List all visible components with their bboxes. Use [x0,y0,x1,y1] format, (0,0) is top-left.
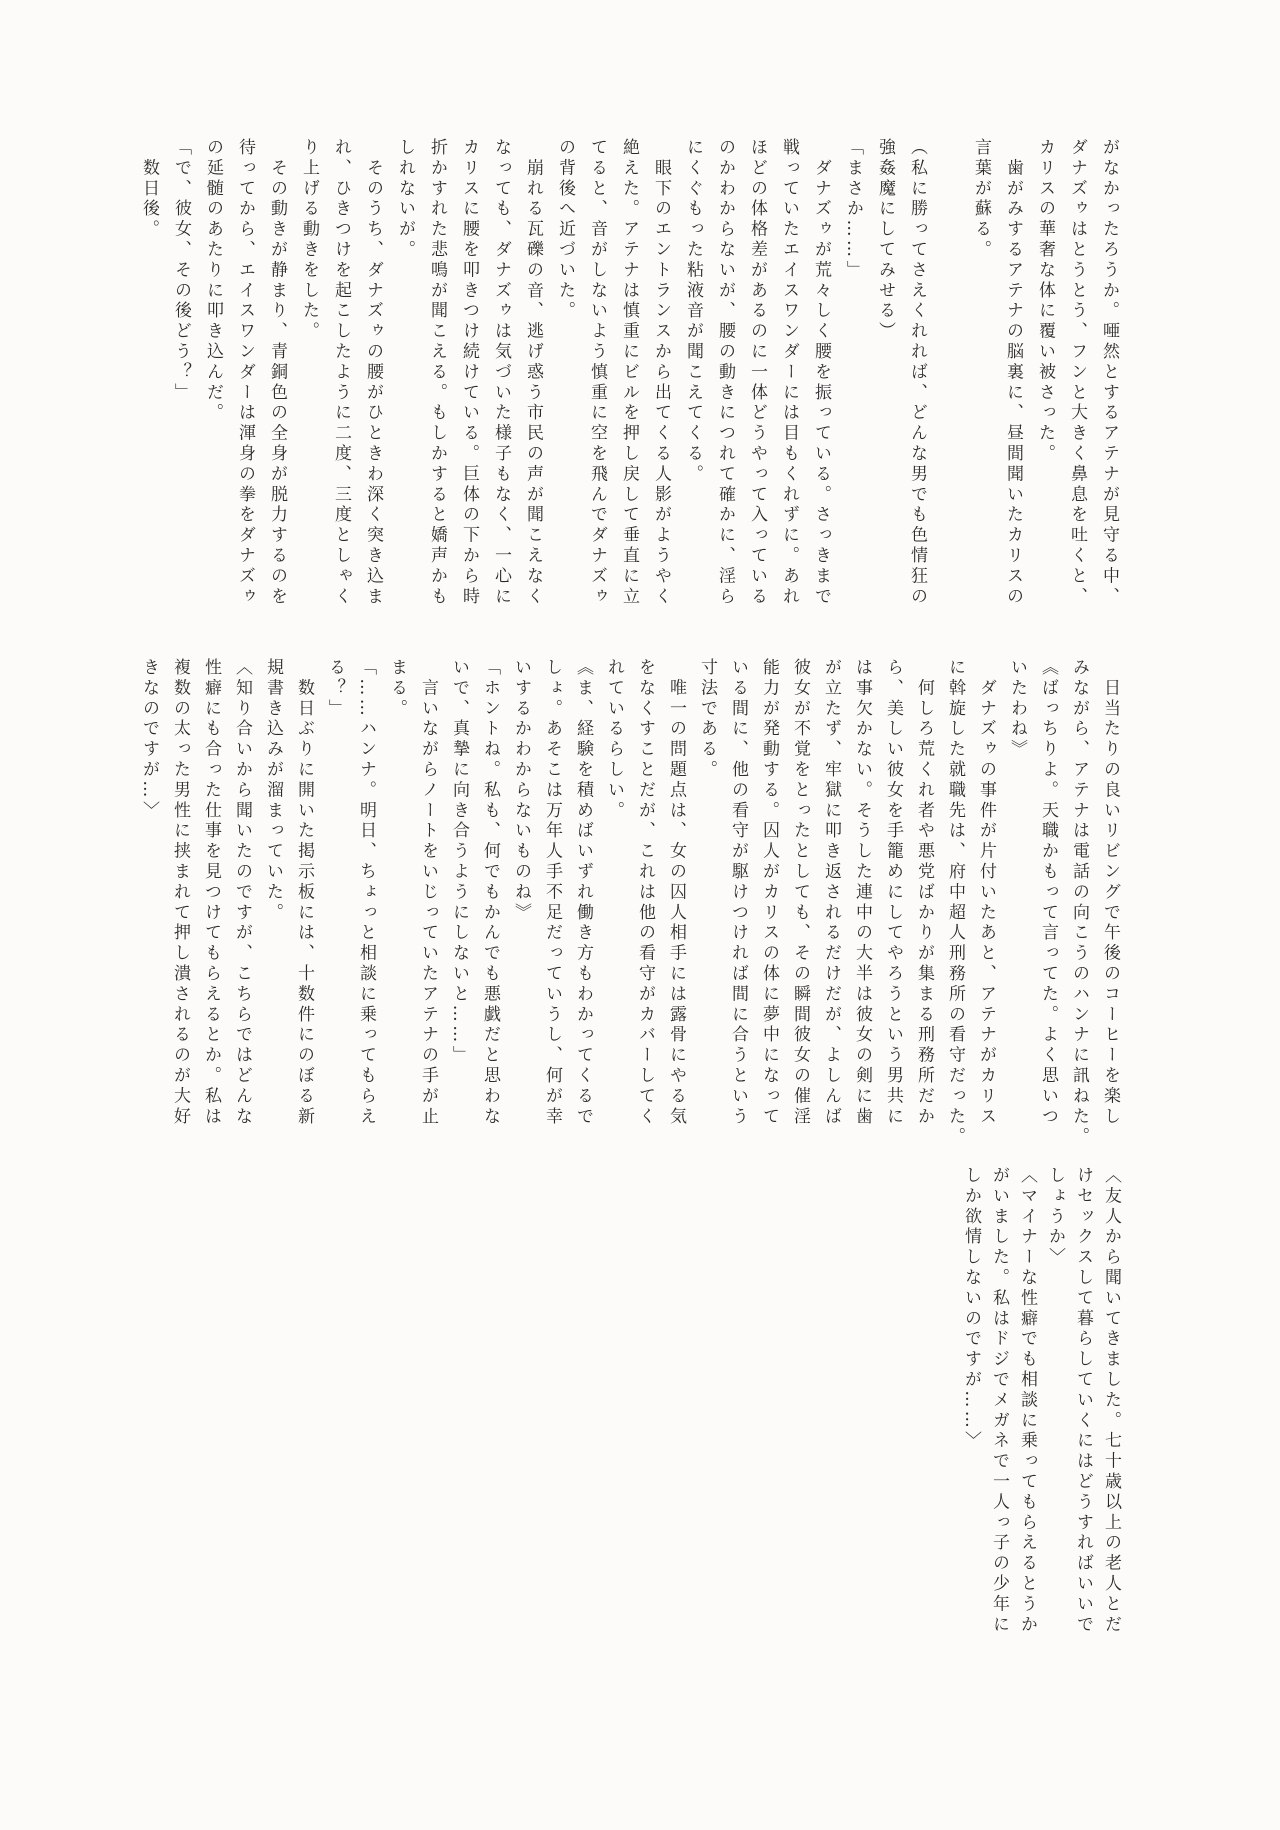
text-column: 「……ハンナ。明日、ちょっと相談に乗ってもらえ [356,658,376,1128]
text-column: ら、美しい彼女を手籠めにしてやろうという男共に [883,658,903,1128]
text-band-bottom [957,1166,1125,1666]
text-column: 複数の太った男性に挟まれて押し潰されるのが大好 [170,658,190,1128]
text-column: 眼下のエントランスから出てくる人影がようやく [651,138,671,608]
text-column: いするかわからないものね》 [511,658,531,924]
text-column: 言葉が蘇る。 [971,138,991,261]
text-column: そのうち、ダナズゥの腰がひときわ深く突き込ま [363,138,383,608]
text-column: 折かすれた悲鳴が聞こえる。もしかすると嬌声かも [427,138,447,608]
text-column: しれないが。 [395,138,415,261]
text-column [933,138,965,643]
text-column: 歯がみするアテナの脳裏に、昼間聞いたカリスの [1003,138,1023,608]
text-column: 言いながらノートをいじっていたアテナの手が止 [418,658,438,1128]
text-column: しか欲情しないのですが……〉 [961,1166,981,1452]
text-column: きなのですが…〉 [139,658,159,822]
text-column: る？」 [325,658,345,720]
text-column: 《ま、経験を積めばいずれ働き方もわかってくるで [573,658,593,1128]
text-column: しょ。あそこは万年人手不足だっていうし、何が幸 [542,658,562,1128]
text-column: がなかったろうか。唖然とするアテナが見守る中、 [1099,138,1119,608]
text-column: の背後へ近づいた。 [555,138,575,322]
text-column: 絶えた。アテナは慎重にビルを押し戻して垂直に立 [619,138,639,608]
text-column: 崩れる瓦礫の音、逃げ惑う市民の声が聞こえなく [523,138,543,608]
text-column: ダナズゥが荒々しく腰を振っている。さっきまで [811,138,831,608]
text-column: 彼女が不覚をとったとしても、その瞬間彼女の催淫 [790,658,810,1128]
text-column: 「で、彼女、その後どう？」 [171,138,191,404]
text-column: れているらしい。 [604,658,624,822]
text-column: に斡旋した就職先は、府中超人刑務所の看守だった。 [945,658,965,1148]
text-column: 〈知り合いから聞いたのですが、こちらではどんな [232,658,252,1128]
text-column: いで、真摯に向き合うようにしないと……」 [449,658,469,1066]
text-column: の延髄のあたりに叩き込んだ。 [203,138,223,424]
text-column: 《ばっちりよ。天職かもって言ってた。よく思いつ [1038,658,1058,1128]
text-column: 戦っていたエイスワンダーには目もくれずに。あれ [779,138,799,608]
text-column: 「まさか……」 [843,138,863,281]
text-column: 性癖にも合った仕事を見つけてもらえるとか。私は [201,658,221,1128]
text-column: 規書き込みが溜まっていた。 [263,658,283,924]
text-column: いる間に、他の看守が駆けつければ間に合うという [728,658,748,1128]
text-column: ほどの体格差があるのに一体どうやって入っている [747,138,767,608]
text-band-middle [133,658,1125,1158]
text-column: 待ってから、エイスワンダーは渾身の拳をダナズゥ [235,138,255,608]
text-column: みながら、アテナは電話の向こうのハンナに訊ねた。 [1069,658,1089,1148]
text-column: をなくすことだが、これは他の看守がカバーしてく [635,658,655,1128]
text-column: いたわね》 [1007,658,1027,760]
text-column: まる。 [387,658,407,720]
text-column: ダナズゥの事件が片付いたあと、アテナがカリス [976,658,996,1128]
text-column: 〈友人から聞いてきました。七十歳以上の老人とだ [1101,1166,1121,1636]
text-column: なっても、ダナズゥは気づいた様子もなく、一心に [491,138,511,608]
text-column: がいました。私はドジでメガネで一人っ子の少年に [989,1166,1009,1636]
text-column: 強姦魔にしてみせる） [875,138,895,342]
text-column: その動きが静まり、青銅色の全身が脱力するのを [267,138,287,608]
text-column: てると、音がしないよう慎重に空を飛んでダナズゥ [587,138,607,608]
text-column: （私に勝ってさえくれれば、どんな男でも色情狂の [907,138,927,608]
text-column: 〈マイナーな性癖でも相談に乗ってもらえるとうか [1017,1166,1037,1636]
text-column: 何しろ荒くれ者や悪党ばかりが集まる刑務所だか [914,658,934,1128]
text-column: 数日後。 [139,138,159,240]
text-column: れ、ひきつけを起こしたように二度、三度としゃく [331,138,351,608]
text-band-top [133,138,1125,643]
text-column: しょうか〉 [1045,1166,1065,1268]
text-column: ダナズゥはとうとう、フンと大きく鼻息を吐くと、 [1067,138,1087,608]
text-column: にくぐもった粘液音が聞こえてくる。 [683,138,703,485]
text-column: り上げる動きをした。 [299,138,319,342]
text-column: 寸法である。 [697,658,717,781]
text-column: カリスの華奢な体に覆い被さった。 [1035,138,1055,465]
text-column: 「ホントね。私も、何でもかんでも悪戯だと思わな [480,658,500,1128]
text-column: が立たず、牢獄に叩き返されるだけだが、よしんば [821,658,841,1128]
text-column: 能力が発動する。囚人がカリスの体に夢中になって [759,658,779,1128]
text-column: けセックスして暮らしていくにはどうすればいいで [1073,1166,1093,1636]
text-column: は事欠かない。そうした連中の大半は彼女の剣に歯 [852,658,872,1128]
text-column: 日当たりの良いリビングで午後のコーヒーを楽し [1100,658,1120,1128]
text-column: のかわからないが、腰の動きにつれて確かに、淫ら [715,138,735,608]
text-column: 数日ぶりに開いた掲示板には、十数件にのぼる新 [294,658,314,1128]
text-column: カリスに腰を叩きつけ続けている。巨体の下から時 [459,138,479,608]
text-column: 唯一の問題点は、女の囚人相手には露骨にやる気 [666,658,686,1128]
